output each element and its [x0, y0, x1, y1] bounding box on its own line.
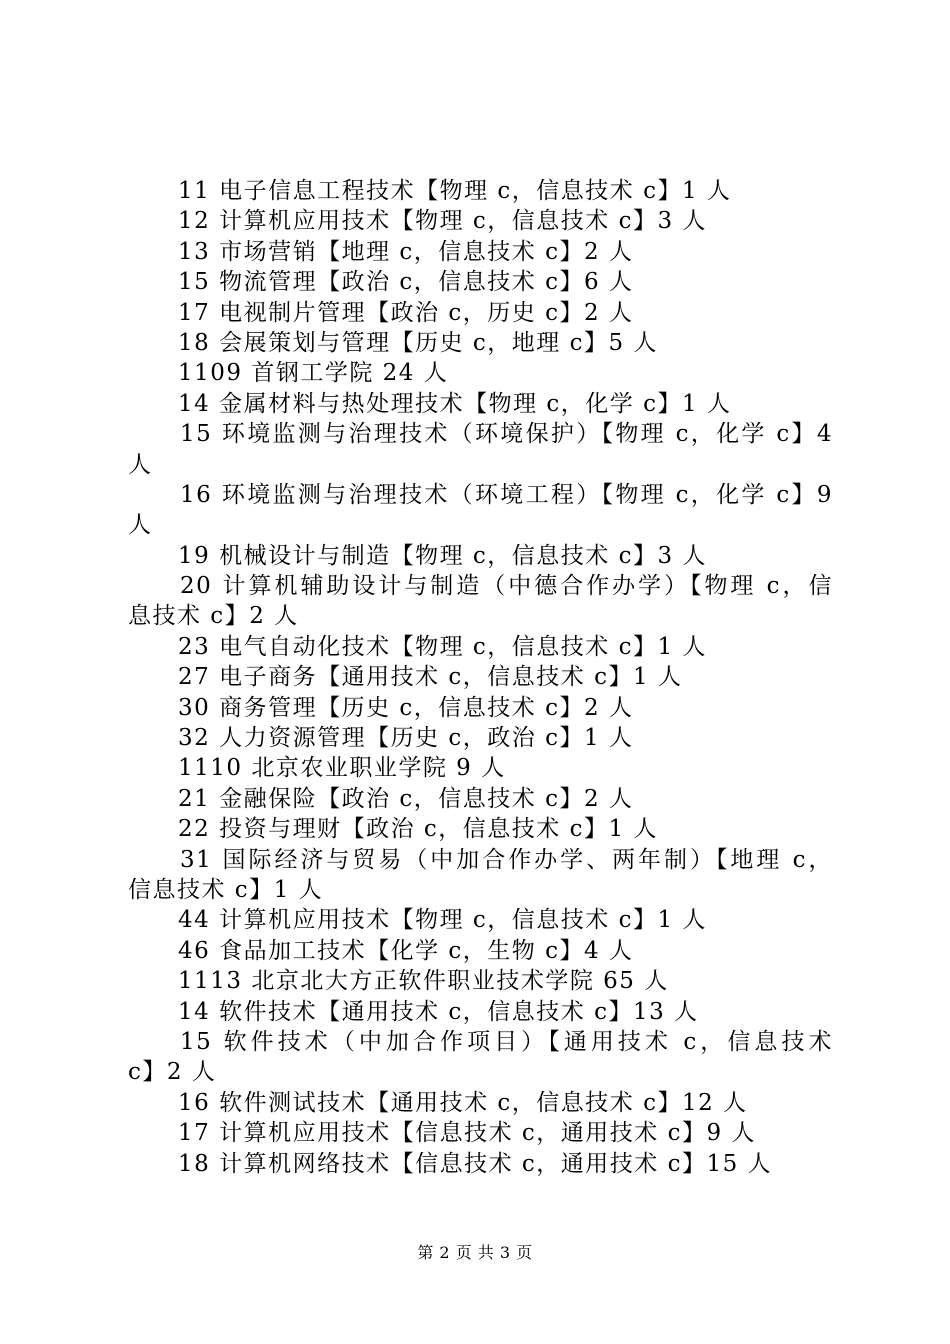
text-line-continuation: c】2 人: [128, 1059, 217, 1086]
text-line: 1109 首钢工学院 24 人: [178, 360, 449, 387]
text-line-continuation: 人: [128, 512, 153, 539]
text-line: 13 市场营销【地理 c，信息技术 c】2 人: [178, 238, 634, 265]
text-line: 32 人力资源管理【历史 c，政治 c】1 人: [178, 725, 634, 752]
text-line-continuation: 人: [128, 451, 153, 478]
text-line-continuation: 信息技术 c】1 人: [128, 876, 324, 903]
text-line: 15 软件技术（中加合作项目）【通用技术 c，信息技术: [180, 1028, 833, 1055]
text-line: 14 金属材料与热处理技术【物理 c，化学 c】1 人: [178, 390, 732, 417]
text-line: 30 商务管理【历史 c，信息技术 c】2 人: [178, 694, 634, 721]
document-body: [128, 176, 833, 1179]
text-line: 44 计算机应用技术【物理 c，信息技术 c】1 人: [178, 907, 707, 934]
text-line: 21 金融保险【政治 c，信息技术 c】2 人: [178, 785, 634, 812]
text-line: 20 计算机辅助设计与制造（中德合作办学）【物理 c，信: [180, 573, 833, 600]
text-line: 16 软件测试技术【通用技术 c，信息技术 c】12 人: [178, 1089, 748, 1116]
text-line: 14 软件技术【通用技术 c，信息技术 c】13 人: [178, 998, 699, 1025]
text-line: 18 计算机网络技术【信息技术 c，通用技术 c】15 人: [178, 1150, 773, 1177]
text-line: 22 投资与理财【政治 c，信息技术 c】1 人: [178, 816, 658, 843]
text-line: 15 物流管理【政治 c，信息技术 c】6 人: [178, 269, 634, 296]
text-line: 23 电气自动化技术【物理 c，信息技术 c】1 人: [178, 633, 707, 660]
text-line: 27 电子商务【通用技术 c，信息技术 c】1 人: [178, 664, 683, 691]
text-line: 15 环境监测与治理技术（环境保护）【物理 c，化学 c】4: [180, 421, 833, 448]
text-line: 1113 北京北大方正软件职业技术学院 65 人: [178, 968, 669, 995]
text-line: 11 电子信息工程技术【物理 c，信息技术 c】1 人: [178, 178, 732, 204]
text-line: 18 会展策划与管理【历史 c，地理 c】5 人: [178, 329, 658, 356]
text-line: 12 计算机应用技术【物理 c，信息技术 c】3 人: [178, 208, 707, 235]
text-line: 17 计算机应用技术【信息技术 c，通用技术 c】9 人: [178, 1120, 756, 1147]
text-line: 1110 北京农业职业学院 9 人: [178, 755, 506, 782]
text-line: 19 机械设计与制造【物理 c，信息技术 c】3 人: [178, 542, 707, 569]
text-line: 31 国际经济与贸易（中加合作办学、两年制）【地理 c，: [180, 846, 833, 873]
page-footer: 第 2 页 共 3 页: [417, 1243, 533, 1262]
text-line-continuation: 息技术 c】2 人: [128, 603, 299, 630]
text-line: 46 食品加工技术【化学 c，生物 c】4 人: [178, 937, 634, 964]
text-line: 16 环境监测与治理技术（环境工程）【物理 c，化学 c】9: [180, 481, 833, 508]
text-line: 17 电视制片管理【政治 c，历史 c】2 人: [178, 299, 634, 326]
